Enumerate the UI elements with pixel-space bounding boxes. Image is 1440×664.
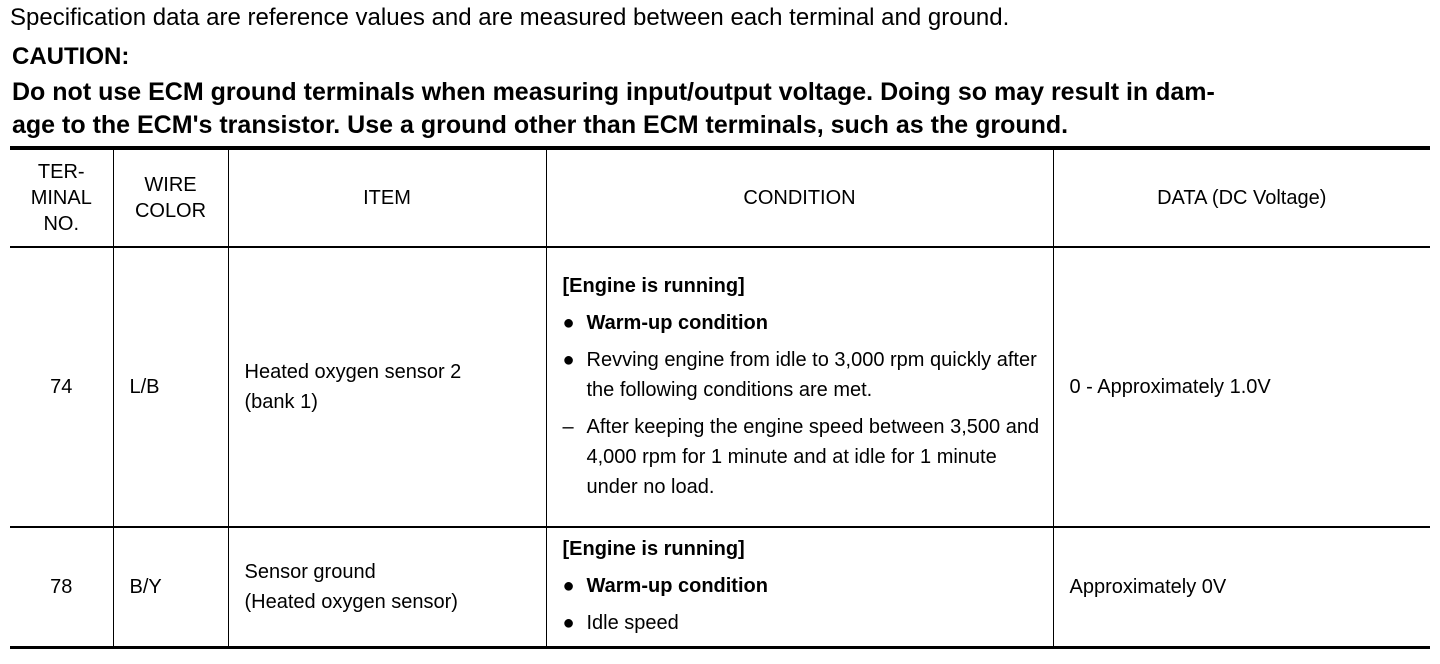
condition-line <box>563 608 1045 638</box>
condition-line-text: Idle speed <box>586 612 679 634</box>
wire-color-cell: L/B <box>113 247 228 527</box>
terminal-no-cell: 74 <box>10 247 113 527</box>
table-header-row <box>10 148 1430 247</box>
header-wire-color: WIRE COLOR <box>113 148 228 247</box>
terminal-no-cell: 78 <box>10 527 113 648</box>
item-cell: Heated oxygen sensor 2 (bank 1) <box>228 247 546 527</box>
caution-text <box>12 76 1422 142</box>
condition-line <box>563 571 1045 601</box>
data-cell: 0 - Approximately 1.0V <box>1053 247 1430 527</box>
data-cell: Approximately 0V <box>1053 527 1430 648</box>
caution-text-line-2: age to the ECM's transistor. Use a ground other than ECM terminals, such as the ground. <box>12 111 1069 139</box>
condition-line-text: Warm-up condition <box>586 311 768 334</box>
condition-heading: [Engine is running] <box>562 538 745 560</box>
condition-content <box>563 528 1045 646</box>
bullet-icon: ● <box>562 348 575 371</box>
condition-heading: [Engine is running] <box>562 274 745 297</box>
terminal-spec-table <box>10 146 1430 649</box>
header-terminal-no: TER- MINAL NO. <box>10 148 113 247</box>
caution-text-line-1: Do not use ECM ground terminals when measuring input/output voltage. Doing so may result in dam- <box>12 78 1215 106</box>
condition-line <box>563 345 1045 405</box>
bullet-icon: ● <box>562 311 575 334</box>
table-row <box>10 247 1430 527</box>
caution-heading: CAUTION: <box>12 43 130 70</box>
condition-cell <box>546 247 1053 527</box>
condition-cell <box>546 527 1053 648</box>
condition-line <box>563 412 1045 502</box>
wire-color-cell: B/Y <box>113 527 228 648</box>
header-item: ITEM <box>228 148 546 247</box>
condition-line-text: After keeping the engine speed between 3,500 and 4,000 rpm for 1 minute and at idle for 1 minute under no load. <box>586 415 1040 498</box>
header-data: DATA (DC Voltage) <box>1053 148 1430 247</box>
header-condition: CONDITION <box>546 148 1053 247</box>
condition-line-text: Revving engine from idle to 3,000 rpm quickly after the following conditions are met. <box>586 348 1037 401</box>
condition-line-text: Warm-up condition <box>586 575 768 597</box>
dash-icon: – <box>562 415 574 438</box>
bullet-icon: ● <box>562 612 575 634</box>
condition-line <box>563 308 1045 338</box>
condition-content <box>563 265 1045 510</box>
intro-text: Specification data are reference values and are measured between each terminal and ground. <box>10 4 1010 31</box>
item-cell: Sensor ground (Heated oxygen sensor) <box>228 527 546 648</box>
bullet-icon: ● <box>562 575 575 597</box>
table-row <box>10 527 1430 648</box>
